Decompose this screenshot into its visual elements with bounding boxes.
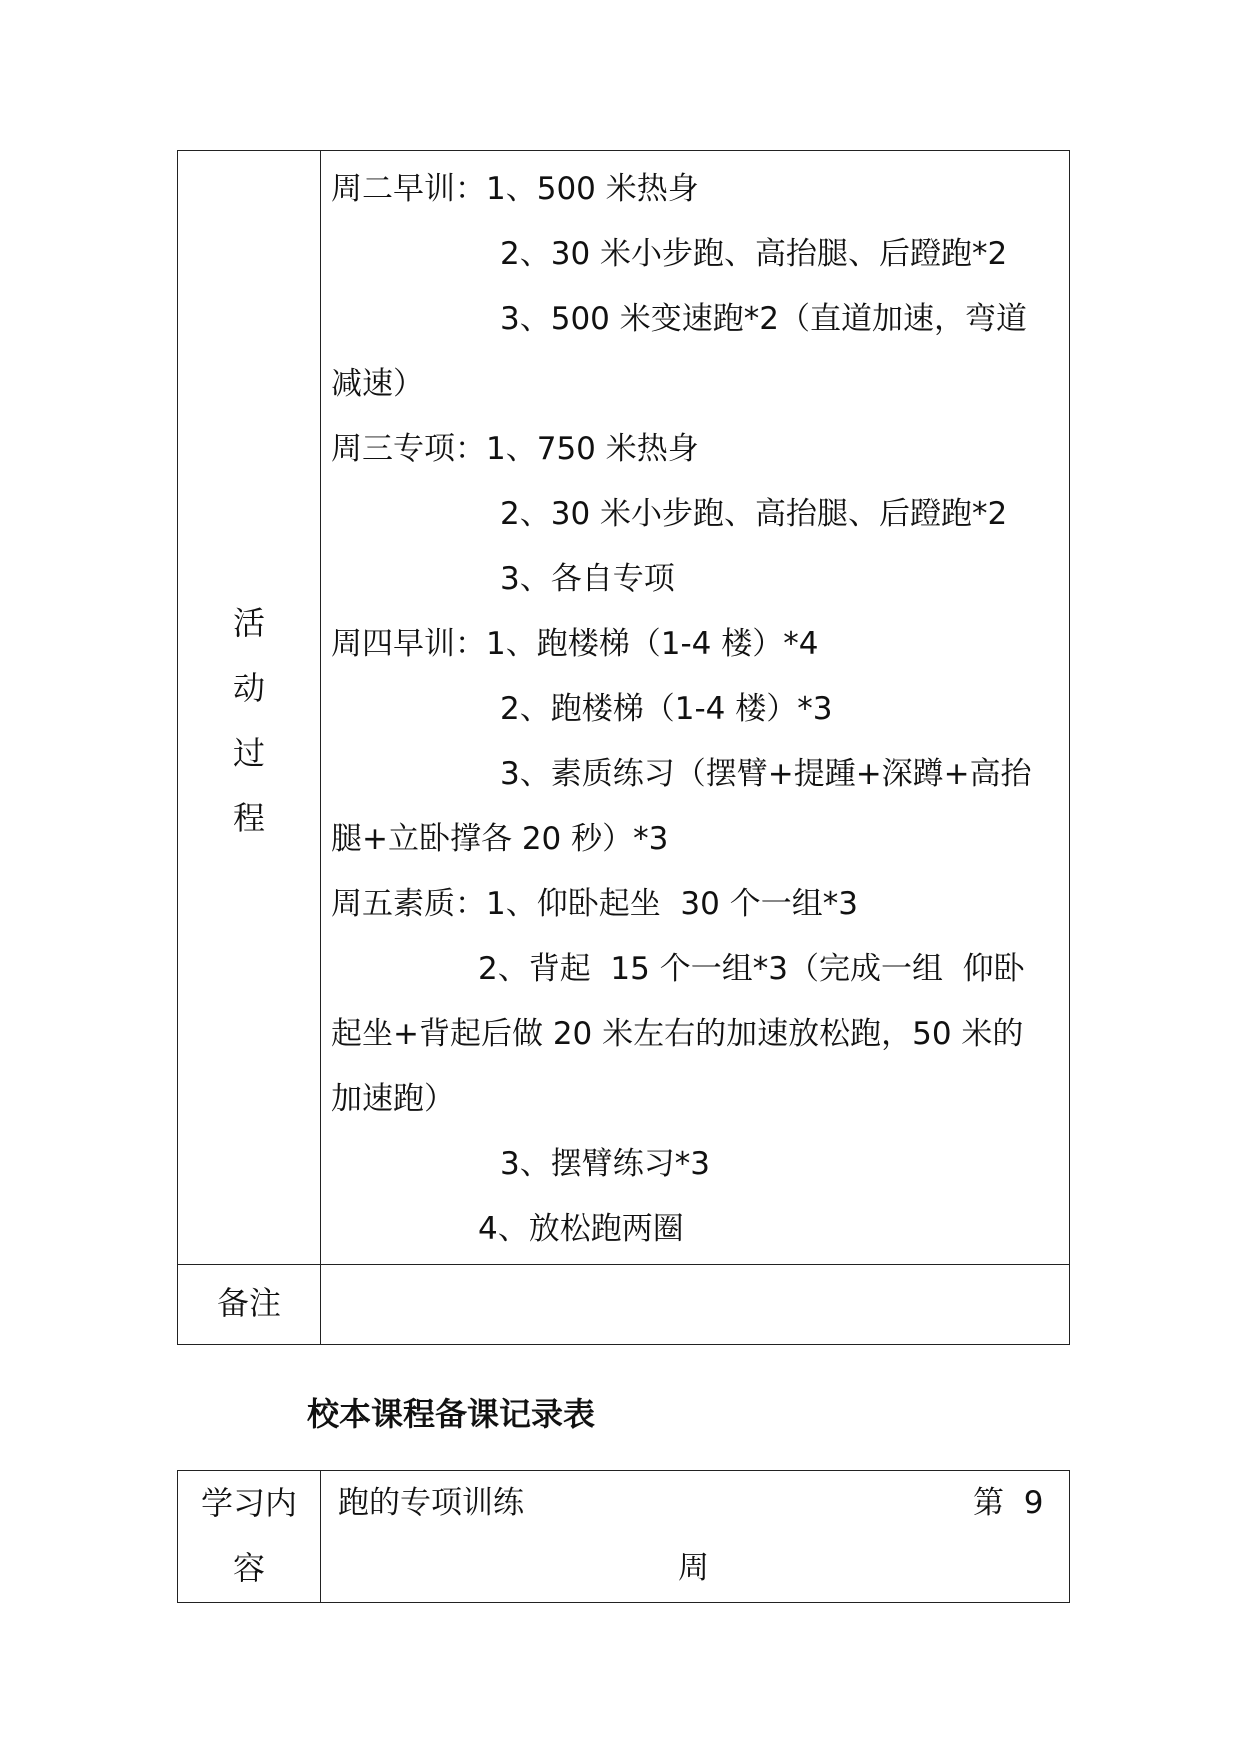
activity-line-9: 2、跑楼梯（1-4 楼）*3	[500, 691, 833, 727]
study-content-label-line2: 容	[232, 1549, 265, 1587]
activity-table	[177, 150, 1070, 1345]
column-divider	[320, 1471, 321, 1602]
activity-label-char-2: 动	[232, 669, 265, 707]
activity-line-15: 加速跑）	[331, 1081, 455, 1117]
remarks-label: 备注	[216, 1284, 281, 1322]
activity-label-char-4: 程	[232, 799, 265, 837]
activity-line-17: 4、放松跑两圈	[478, 1211, 684, 1247]
week-label-line2: 周	[678, 1550, 709, 1586]
study-content-label-line1: 学习内	[200, 1484, 297, 1522]
activity-line-7: 3、各自专项	[500, 561, 675, 597]
activity-label-char-1: 活	[232, 604, 265, 642]
activity-line-4: 减速）	[331, 366, 424, 402]
activity-line-13: 2、背起 15 个一组*3（完成一组 仰卧	[478, 951, 1025, 987]
activity-line-12: 周五素质：1、仰卧起坐 30 个一组*3	[331, 886, 858, 922]
activity-label-char-3: 过	[232, 734, 265, 772]
lesson-table	[177, 1470, 1070, 1603]
activity-line-5: 周三专项：1、750 米热身	[331, 431, 699, 467]
week-label-line1: 第 9	[973, 1485, 1044, 1521]
study-content-value: 跑的专项训练	[338, 1485, 524, 1521]
activity-line-11: 腿+立卧撑各 20 秒）*3	[331, 821, 669, 857]
row-divider	[178, 1264, 1069, 1265]
activity-line-3: 3、500 米变速跑*2（直道加速，弯道	[500, 301, 1027, 337]
activity-line-14: 起坐+背起后做 20 米左右的加速放松跑，50 米的	[331, 1016, 1024, 1052]
activity-line-16: 3、摆臂练习*3	[500, 1146, 710, 1182]
activity-line-10: 3、素质练习（摆臂+提踵+深蹲+高抬	[500, 756, 1032, 792]
page-title: 校本课程备课记录表	[307, 1395, 596, 1433]
column-divider	[320, 151, 321, 1344]
activity-line-2: 2、30 米小步跑、高抬腿、后蹬跑*2	[500, 236, 1008, 272]
activity-line-1: 周二早训：1、500 米热身	[331, 171, 699, 207]
activity-line-8: 周四早训：1、跑楼梯（1-4 楼）*4	[331, 626, 819, 662]
activity-line-6: 2、30 米小步跑、高抬腿、后蹬跑*2	[500, 496, 1008, 532]
